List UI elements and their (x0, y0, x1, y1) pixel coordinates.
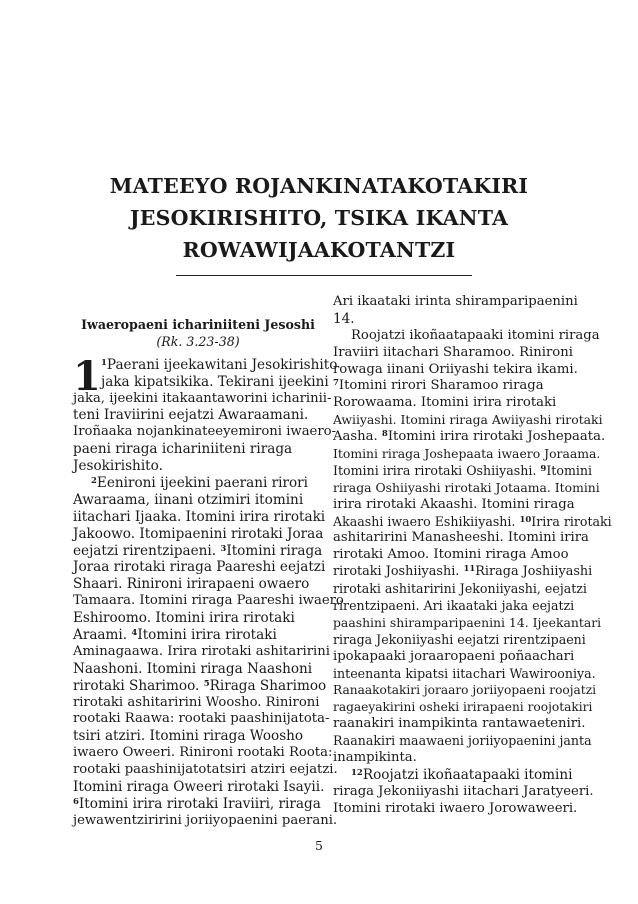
text-line: Shaari. Rinironi irirapaeni owaero (73, 576, 310, 593)
text-line: Rorowaama. Itomini irira rirotaki (333, 395, 557, 411)
verse-number: 5 (203, 678, 210, 689)
chapter-block (73, 352, 344, 830)
section-reference: (Rk. 3.23-38) (156, 333, 240, 349)
text-line: Iroñaaka nojankinateeyemironi iwaero- (73, 424, 337, 440)
text-line: inampikinta. (333, 750, 417, 766)
text-line: rirotaki Joshiiyashi. $^{11}$Riraga Joshiiyashi (333, 564, 593, 580)
chapter-number: 1 (73, 352, 101, 400)
text-line: Iraviiri iitachari Sharamoo. Rinironi (333, 344, 573, 360)
text-line: Naashoni. Itomini riraga Naashoni (73, 660, 313, 677)
text-line: $^7$Itomini rirori Sharamoo riraga (333, 378, 544, 394)
text-line: Tamaara. Itomini riraga Paareshi iwaero (73, 593, 344, 609)
text-line: Joraa rirotaki riraga Paareshi eejatzi (73, 559, 326, 576)
text-line: Itomini riraga Joshepaata iwaero Joraama. (333, 446, 601, 462)
text-line: jaka, ijeekini itakaantaworini icharinii- (73, 390, 332, 406)
text-line: eejatzi rirentzipaeni. $^3$Itomini riraga (73, 542, 323, 559)
text-line: paeni riraga ichariniiteni riraga (73, 441, 293, 458)
text-line: Akaashi iwaero Eshikiiyashi. $^{10}$Irira rirotaki (333, 513, 612, 529)
title-line-2: JESOKIRISHITO, TSIKA IKANTA (129, 206, 509, 230)
text-line: Raanakiri maawaeni joriiyopaenini janta (333, 733, 592, 749)
text-line: riraga Oshiiyashi rirotaki Jotaama. Itomini (333, 479, 600, 495)
text-line: paashini shiramparipaenini 14. Ijeekantari (333, 614, 602, 630)
text-line: Ranaakotakiri joraaro joriiyopaeni roojatzi (333, 683, 597, 698)
text-line: jewawentziririni joriiyopaenini paerani. (73, 812, 338, 828)
text-line: rirotaki ashitaririni Woosho. Rinironi (73, 694, 320, 710)
text-line: iwaero Oweeri. Rinironi rootaki Roota: (73, 745, 333, 761)
text-line: $^{12}$Roojatzi ikoñaatapaaki itomini (351, 766, 573, 783)
text-line: Ari ikaataki irinta shiramparipaenini (333, 294, 578, 309)
text-line: Roojatzi ikoñaatapaaki itomini riraga (351, 327, 600, 343)
text-line: riraga Jekoniiyashi eejatzi rirentzipaeni (333, 631, 586, 647)
verse-number: 7 (333, 378, 339, 389)
text-line: jaka kipatsikika. Tekirani ijeekini (101, 373, 329, 390)
text-line: Jesokirishito. (73, 458, 163, 475)
text-line: $^6$Itomini irira rirotaki Iraviiri, riraga (73, 795, 321, 812)
text-line: irira rirotaki Akaashi. Itomini riraga (333, 496, 575, 512)
text-line: tsiri atziri. Itomini riraga Woosho (73, 728, 304, 745)
verse-number: 8 (381, 429, 388, 440)
right-column (333, 294, 612, 818)
text-line: inteenanta kipatsi iitachari Wawirooniya. (333, 665, 596, 681)
text-line: ashitaririni Manasheeshi. Itomini irira (333, 530, 589, 546)
text-line: Aasha. $^8$Itomini irira rirotaki Joshepaata. (333, 429, 606, 445)
title-divider (176, 275, 472, 276)
text-line: Jakoowo. Itomipaenini rirotaki Joraa (73, 525, 324, 542)
verse-number: 3 (220, 543, 227, 554)
text-line: rootaki Raawa: rootaki paashinijatota- (73, 711, 330, 727)
text-line: Eshiroomo. Itomini irira rirotaki (73, 610, 295, 627)
text-line: $^2$Eenironi ijeekini paerani rirori (91, 475, 309, 492)
text-line: rirotaki Sharimoo. $^5$Riraga Sharimoo (73, 677, 327, 694)
text-line: 14. (333, 310, 355, 327)
verse-number: 6 (73, 796, 79, 807)
text-line: Itomini rirotaki iwaero Jorowaweeri. (333, 800, 578, 816)
title-line-1: MATEEYO ROJANKINATAKOTAKIRI (109, 174, 529, 198)
verse-number: 4 (131, 628, 138, 639)
text-line: Itomini riraga Oweeri rirotaki Isayii. (73, 779, 325, 796)
page-number: 5 (315, 838, 323, 853)
verse-number: 2 (91, 476, 97, 487)
verse-number: 12 (351, 767, 363, 778)
text-line: ragaeyakirini osheki irirapaeni roojotakiri (333, 700, 593, 715)
page-title (0, 170, 638, 266)
verse-number: 10 (519, 514, 532, 525)
section-heading: Iwaeropaeni ichariniiteni Jesoshi (81, 317, 315, 332)
text-line: Itomini irira rirotaki Oshiiyashi. $^9$Itomini (333, 462, 593, 478)
text-line: teni Iraviirini eejatzi Awaraamani. (73, 407, 309, 424)
text-line: rirotaki ashitaririni Jekoniiyashi, eejatzi (333, 581, 587, 597)
text-line: riraga Jekoniiyashi iitachari Jaratyeeri. (333, 783, 594, 799)
text-line: Awaraama, iinani otzimiri itomini (73, 491, 304, 508)
title-line-3: ROWAWIJAAKOTANTZI (182, 238, 456, 262)
text-line: raanakiri inampikinta rantawaeteniri. (333, 716, 586, 732)
verse-number: 9 (540, 463, 547, 474)
text-line: $^1$Paerani ijeekawitani Jesokirishito (101, 356, 338, 373)
text-line: rirotaki Amoo. Itomini riraga Amoo (333, 547, 569, 563)
text-line: rirentzipaeni. Ari ikaataki jaka eejatzi (333, 598, 575, 614)
text-line: Awiiyashi. Itomini riraga Awiiyashi rirotaki (333, 412, 603, 428)
text-line: ipokapaaki joraaropaeni poñaachari (333, 648, 575, 664)
text-line: Aminagaawa. Irira rirotaki ashitaririni (73, 643, 330, 659)
verse-number: 11 (463, 564, 476, 575)
text-line: Araami. $^4$Itomini irira rirotaki (73, 627, 277, 644)
text-line: iitachari Ijaaka. Itomini irira rirotaki (73, 508, 326, 525)
verse-number: 1 (101, 357, 107, 368)
text-line: rowaga iinani Oriiyashi tekira ikami. (333, 361, 578, 377)
text-line: rootaki paashinijatotatsiri atziri eejatzi. (73, 762, 338, 778)
